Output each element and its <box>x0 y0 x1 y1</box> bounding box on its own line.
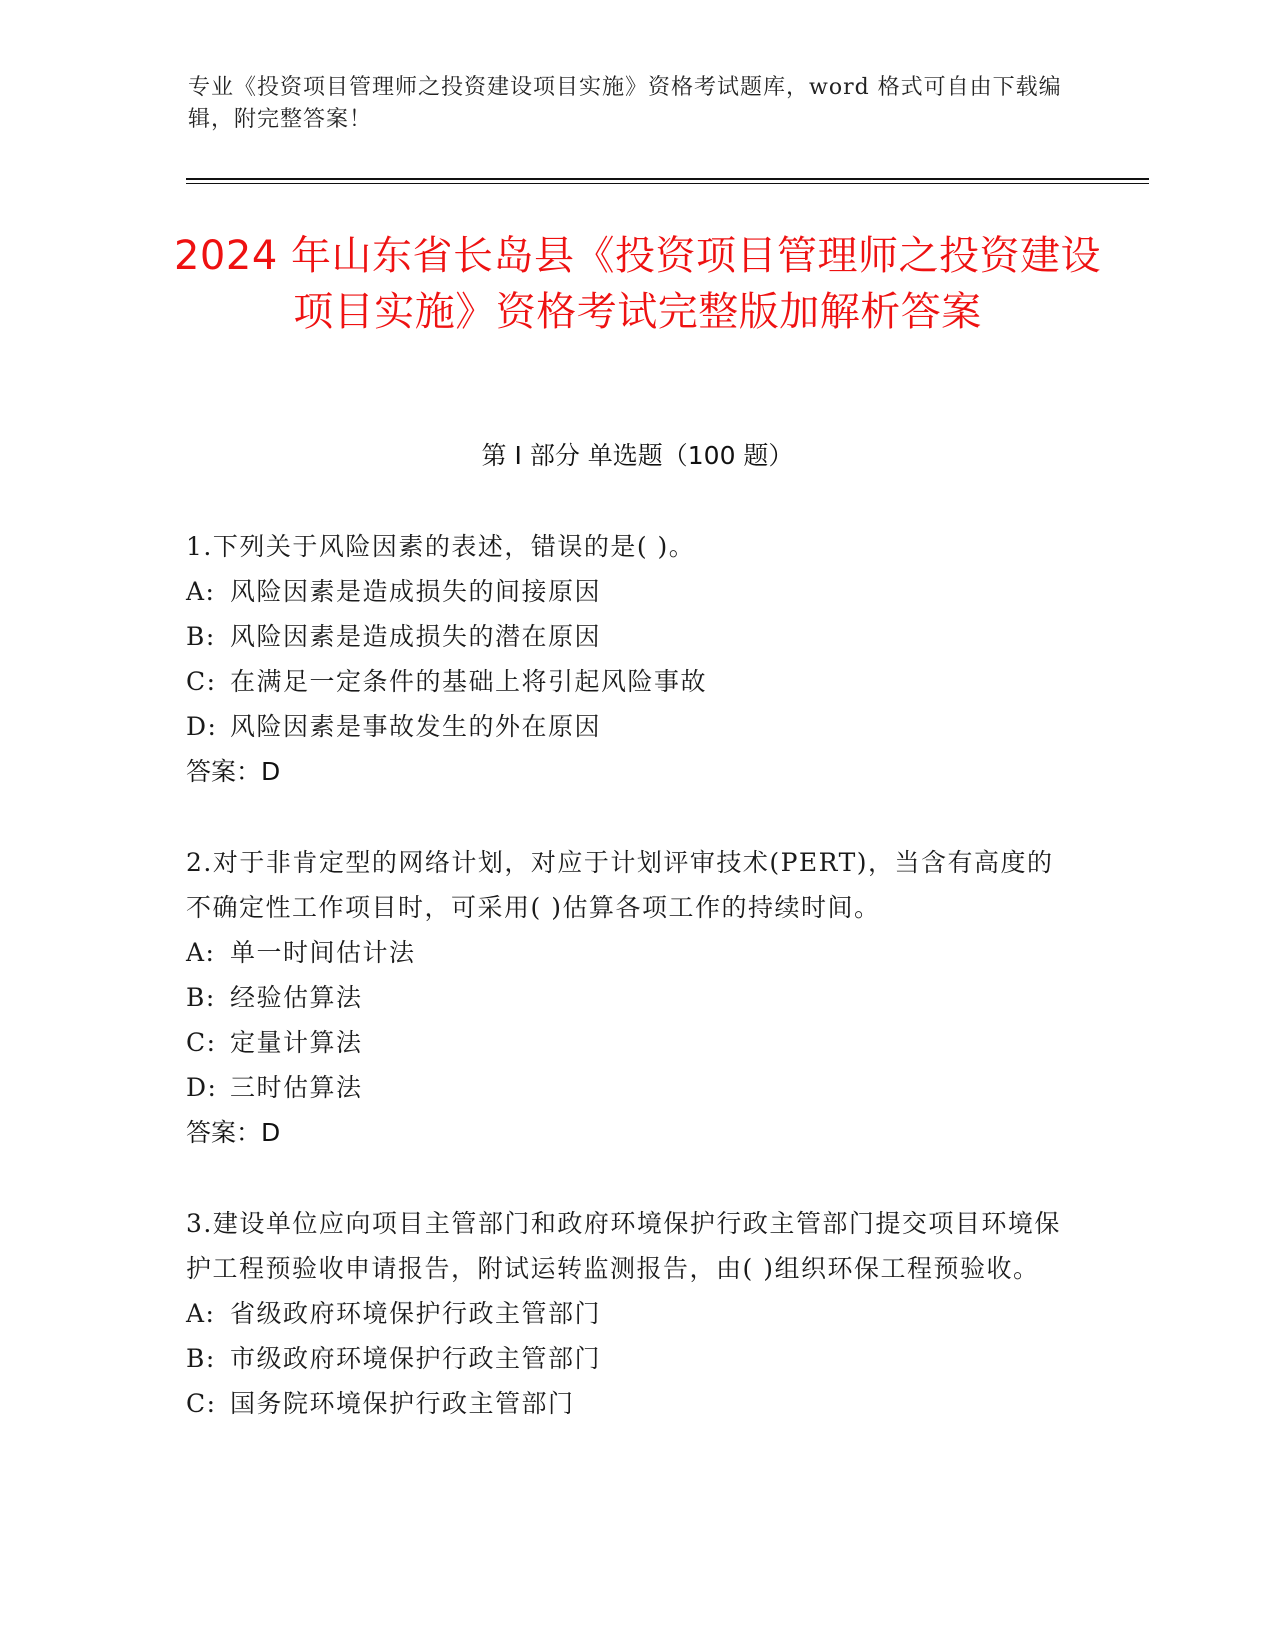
option-text: 单一时间估计法 <box>230 938 416 967</box>
option-d <box>186 1065 1066 1110</box>
option-text: 风险因素是造成损失的潜在原因 <box>230 622 602 651</box>
question-3 <box>186 1201 1066 1426</box>
answer-line: 答案：D <box>186 757 281 786</box>
option-text: 风险因素是事故发生的外在原因 <box>230 712 602 741</box>
option-letter: D: <box>186 1073 218 1102</box>
option-letter: A: <box>186 938 216 967</box>
option-a <box>186 1291 1066 1336</box>
option-letter: D: <box>186 712 218 741</box>
option-letter: C: <box>186 1028 217 1057</box>
option-b <box>186 1336 1066 1381</box>
question-stem: 3.建设单位应向项目主管部门和政府环境保护行政主管部门提交项目环境保护工程预验收申请报告，附试运转监测报告，由( )组织环保工程预验收。 <box>186 1209 1061 1283</box>
option-text: 国务院环境保护行政主管部门 <box>230 1389 575 1418</box>
option-text: 风险因素是造成损失的间接原因 <box>230 577 602 606</box>
option-c <box>186 1020 1066 1065</box>
question-1 <box>186 524 1066 794</box>
question-stem: 1.下列关于风险因素的表述，错误的是( )。 <box>186 532 696 561</box>
option-letter: A: <box>186 1299 216 1328</box>
option-text: 市级政府环境保护行政主管部门 <box>230 1344 602 1373</box>
option-text: 三时估算法 <box>230 1073 363 1102</box>
question-stem: 2.对于非肯定型的网络计划，对应于计划评审技术(PERT)，当含有高度的不确定性工作项目时，可采用( )估算各项工作的持续时间。 <box>186 848 1054 922</box>
option-text: 省级政府环境保护行政主管部门 <box>230 1299 602 1328</box>
option-c <box>186 659 1066 704</box>
header-rule-thin <box>186 183 1149 184</box>
answer-line: 答案：D <box>186 1118 281 1147</box>
option-b <box>186 975 1066 1020</box>
option-text: 定量计算法 <box>230 1028 363 1057</box>
option-letter: A: <box>186 577 216 606</box>
option-letter: B: <box>186 983 216 1012</box>
option-text: 在满足一定条件的基础上将引起风险事故 <box>230 667 708 696</box>
header-note: 专业《投资项目管理师之投资建设项目实施》资格考试题库，word 格式可自由下载编辑，附完整答案！ <box>188 75 1062 132</box>
option-b <box>186 614 1066 659</box>
option-d <box>186 704 1066 749</box>
question-list <box>186 524 1066 1472</box>
option-a <box>186 569 1066 614</box>
option-letter: C: <box>186 667 217 696</box>
document-title: 2024 年山东省长岛县《投资项目管理师之投资建设项目实施》资格考试完整版加解析答案 <box>173 233 1101 335</box>
question-2 <box>186 840 1066 1155</box>
option-c <box>186 1381 1066 1426</box>
option-letter: B: <box>186 1344 216 1373</box>
option-a <box>186 930 1066 975</box>
header-rule-thick <box>186 178 1149 180</box>
option-letter: B: <box>186 622 216 651</box>
section-title: 第 I 部分 单选题（100 题） <box>481 441 794 470</box>
option-text: 经验估算法 <box>230 983 363 1012</box>
option-letter: C: <box>186 1389 217 1418</box>
